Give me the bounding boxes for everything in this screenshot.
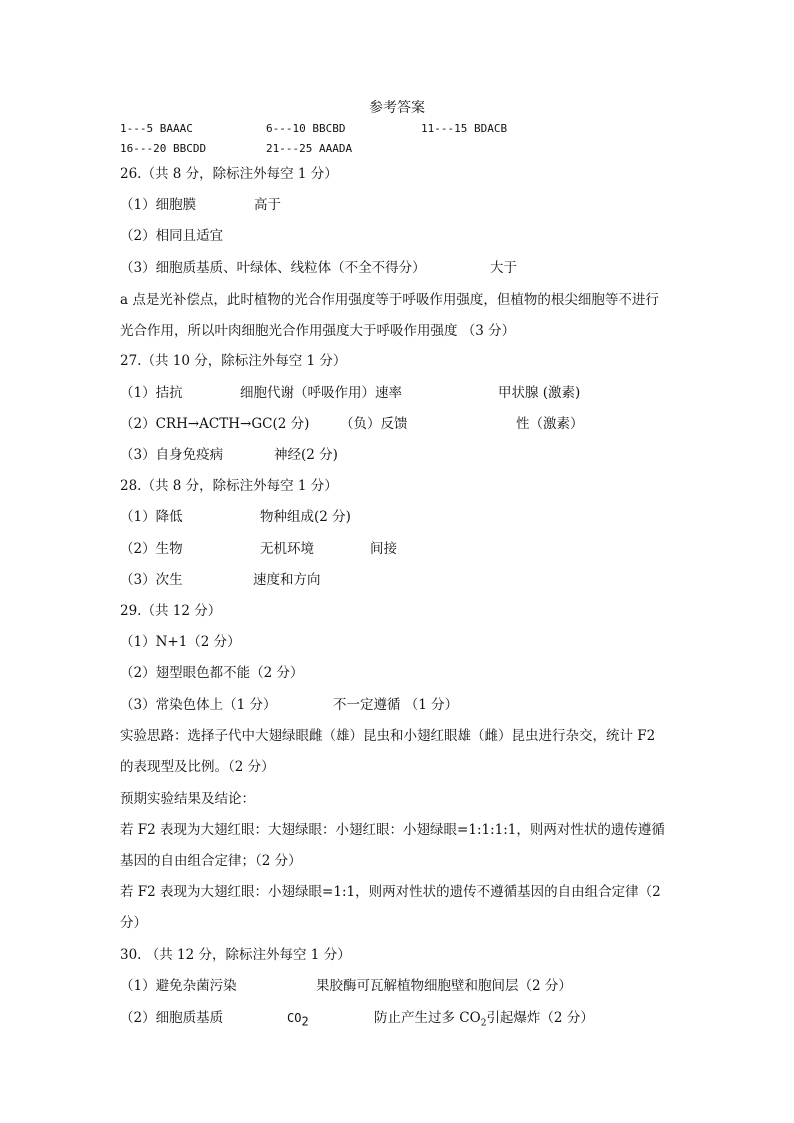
- q30-part2-answer-a: $CO_2$: [287, 1011, 309, 1029]
- mc-answer-1-5: 1---5 BAAAC: [120, 122, 193, 135]
- q27-header: 27.（共 10 分，除标注外每空 1 分）: [120, 353, 347, 369]
- q27-part3-label: （3）自身免疫病: [120, 447, 224, 463]
- mc-answer-16-20: 16---20 BBCDD: [120, 142, 207, 155]
- q28-part2-answer-a: 无机环境: [260, 541, 314, 557]
- q30-header: 30. （共 12 分，除标注外每空 1 分）: [120, 947, 351, 963]
- q26-part3-answer: 大于: [490, 260, 517, 276]
- q26-explain-line2: 光合作用，所以叶肉细胞光合作用强度大于呼吸作用强度 （3 分）: [120, 323, 516, 339]
- q30-part2-label: （2）细胞质基质: [120, 1010, 224, 1026]
- q29-part3-answer: 不一定遵循 （1 分）: [333, 697, 459, 713]
- q28-part2-answer-b: 间接: [370, 541, 397, 557]
- q26-part2: （2）相同且适宜: [120, 228, 224, 244]
- q27-part1-label: （1）拮抗: [120, 385, 183, 401]
- q27-part2-answer-a: （负）反馈: [340, 416, 408, 432]
- q27-part2-label: （2）CRH→ACTH→GC(2 分): [120, 416, 310, 432]
- q29-result1-line2: 基因的自由组合定律；（2 分）: [120, 853, 302, 869]
- q28-header: 28.（共 8 分，除标注外每空 1 分）: [120, 478, 338, 494]
- mc-answer-11-15: 11---15 BDACB: [421, 122, 508, 135]
- q29-result1-line1: 若 F2 表现为大翅红眼：大翅绿眼：小翅红眼：小翅绿眼=1:1:1:1，则两对性状的遗传遵循: [120, 822, 665, 838]
- q29-header: 29.（共 12 分）: [120, 603, 222, 619]
- q26-explain-line1: a 点是光补偿点，此时植物的光合作用强度等于呼吸作用强度，但植物的根尖细胞等不进行: [120, 292, 659, 308]
- q28-part3-label: （3）次生: [120, 572, 183, 588]
- q30-part1-label: （1）避免杂菌污染: [120, 978, 237, 994]
- q27-part3-answer: 神经(2 分): [274, 447, 338, 463]
- q29-idea-line1: 实验思路：选择子代中大翅绿眼雌（雄）昆虫和小翅红眼雄（雌）昆虫进行杂交，统计 F2: [120, 728, 656, 744]
- q28-part2-label: （2）生物: [120, 541, 183, 557]
- q28-part1-answer: 物种组成(2 分): [260, 509, 351, 525]
- q29-result2-line1: 若 F2 表现为大翅红眼：小翅绿眼=1:1，则两对性状的遗传不遵循基因的自由组合定律（2: [120, 884, 661, 900]
- q29-part1: （1）N+1（2 分）: [120, 634, 241, 650]
- q29-result2-line2: 分）: [120, 915, 147, 931]
- q30-part1-answer: 果胶酶可瓦解植物细胞壁和胞间层（2 分）: [316, 978, 572, 994]
- mc-answer-6-10: 6---10 BBCBD: [266, 122, 346, 135]
- q28-part3-answer: 速度和方向: [253, 572, 321, 588]
- q29-part3-label: （3）常染色体上（1 分）: [120, 697, 277, 713]
- q27-part2-answer-b: 性（激素）: [516, 416, 584, 432]
- mc-answer-21-25: 21---25 AAADA: [266, 142, 353, 155]
- q27-part1-answer-b: 甲状腺 (激素): [498, 385, 581, 401]
- q26-part1-label: （1）细胞膜: [120, 197, 197, 213]
- q30-part2-answer-b: 防止产生过多 $CO_2$引起爆炸（2 分）: [374, 1010, 594, 1029]
- q26-header: 26.（共 8 分，除标注外每空 1 分）: [120, 166, 338, 182]
- page-title: 参考答案: [369, 100, 425, 116]
- q26-part3-label: （3）细胞质基质、叶绿体、线粒体（不全不得分）: [120, 260, 426, 276]
- q29-part2: （2）翅型眼色都不能（2 分）: [120, 665, 304, 681]
- q29-expect-heading: 预期实验结果及结论：: [120, 791, 255, 807]
- q29-idea-line2: 的表现型及比例。（2 分）: [120, 759, 275, 775]
- q28-part1-label: （1）降低: [120, 509, 183, 525]
- q27-part1-answer-a: 细胞代谢（呼吸作用）速率: [240, 385, 402, 401]
- q26-part1-answer: 高于: [254, 197, 281, 213]
